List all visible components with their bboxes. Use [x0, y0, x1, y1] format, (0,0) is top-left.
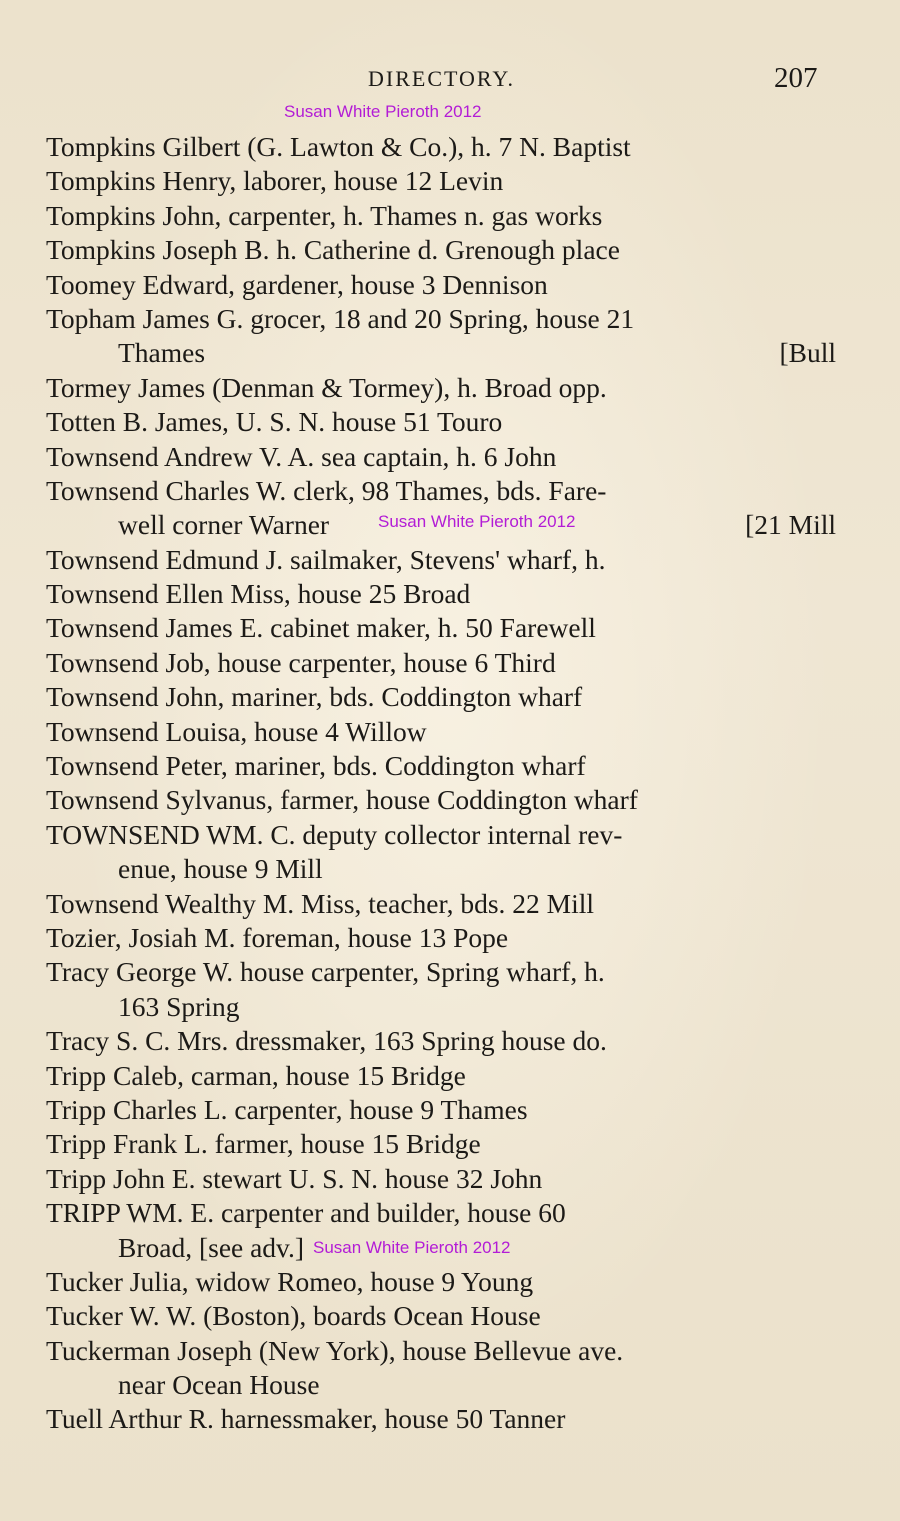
directory-entry: [46, 955, 846, 1024]
entry-line: Tormey James (Denman & Tormey), h. Broad opp.: [46, 371, 607, 403]
entry-line: Townsend Edmund J. sailmaker, Stevens' wharf, h.: [46, 543, 606, 575]
directory-entry: [46, 371, 846, 405]
directory-entry: [46, 1402, 846, 1436]
directory-entry: [46, 1059, 846, 1093]
page-title: DIRECTORY.: [368, 66, 515, 91]
directory-entry: [46, 440, 846, 474]
entry-line: TOWNSEND WM. C. deputy collector internal rev-: [46, 818, 623, 850]
directory-entry: [46, 783, 846, 817]
entry-line: TRIPP WM. E. carpenter and builder, house 60: [46, 1197, 566, 1229]
entry-line: Tompkins Gilbert (G. Lawton & Co.), h. 7 N. Baptist: [46, 131, 631, 162]
entry-text: Thames: [118, 337, 206, 369]
directory-entry: [46, 1334, 846, 1403]
entry-line: Townsend Sylvanus, farmer, house Coddington wharf: [46, 784, 638, 816]
entry-line: Tracy S. C. Mrs. dressmaker, 163 Spring house do.: [46, 1025, 607, 1057]
entry-line: Tucker W. W. (Boston), boards Ocean House: [46, 1300, 541, 1332]
entry-line: Townsend Charles W. clerk, 98 Thames, bds. Fare-: [46, 474, 607, 506]
entry-overflow-fragment: [21 Mill: [745, 509, 836, 541]
directory-entry: [46, 130, 846, 164]
entry-line: Tucker Julia, widow Romeo, house 9 Young: [46, 1265, 534, 1297]
entry-line: Tompkins Joseph B. h. Catherine d. Grenough place: [46, 234, 620, 266]
directory-entry: [46, 302, 846, 371]
entry-continuation-line: [46, 336, 846, 370]
entry-line: Townsend John, mariner, bds. Coddington wharf: [46, 681, 583, 713]
directory-entry: [46, 1024, 846, 1058]
directory-entry: [46, 405, 846, 439]
directory-entry: [46, 1093, 846, 1127]
entry-line: Townsend Louisa, house 4 Willow: [46, 715, 427, 747]
directory-entry: [46, 749, 846, 783]
directory-entry: [46, 164, 846, 198]
entry-text: well corner Warner: [118, 509, 330, 541]
directory-entry: [46, 577, 846, 611]
entry-line: Topham James G. grocer, 18 and 20 Spring, house 21: [46, 302, 635, 334]
entry-line: Tompkins Henry, laborer, house 12 Levin: [46, 165, 504, 197]
directory-entry: [46, 199, 846, 233]
entry-line: Tracy George W. house carpenter, Spring wharf, h.: [46, 956, 605, 988]
directory-entry: [46, 818, 846, 887]
directory-entry: [46, 268, 846, 302]
directory-entry: [46, 715, 846, 749]
directory-entry: [46, 646, 846, 680]
watermark: Susan White Pieroth 2012: [313, 1238, 511, 1257]
entry-overflow-fragment: [Bull: [779, 337, 836, 369]
entry-line: Tripp Charles L. carpenter, house 9 Thames: [46, 1093, 528, 1125]
directory-entry: [46, 1127, 846, 1161]
entry-line: Tripp Caleb, carman, house 15 Bridge: [46, 1059, 466, 1091]
entry-line: Townsend James E. cabinet maker, h. 50 Farewell: [46, 612, 596, 644]
page-header: [0, 62, 900, 102]
directory-entry: [46, 1299, 846, 1333]
entry-line: Townsend Andrew V. A. sea captain, h. 6 John: [46, 440, 557, 472]
directory-entry: [46, 887, 846, 921]
entry-line: Tompkins John, carpenter, h. Thames n. gas works: [46, 199, 603, 231]
directory-entry: [46, 680, 846, 714]
entry-line: Tuell Arthur R. harnessmaker, house 50 Tanner: [46, 1403, 566, 1435]
directory-entry: [46, 474, 846, 543]
entry-line: Totten B. James, U. S. N. house 51 Touro: [46, 406, 503, 438]
entry-line: Toomey Edward, gardener, house 3 Dennison: [46, 268, 548, 300]
entry-continuation-line: near Ocean House: [118, 1369, 320, 1401]
entry-continuation-line: 163 Spring: [118, 990, 240, 1022]
entry-line: Townsend Job, house carpenter, house 6 Third: [46, 646, 556, 678]
entry-line: Tozier, Josiah M. foreman, house 13 Pope: [46, 921, 509, 953]
entry-line: Tripp John E. stewart U. S. N. house 32 John: [46, 1162, 543, 1194]
directory-entry: [46, 921, 846, 955]
entry-line: Townsend Ellen Miss, house 25 Broad: [46, 578, 471, 610]
directory-entry: [46, 233, 846, 267]
watermark: Susan White Pieroth 2012: [284, 102, 482, 121]
entry-line: Tuckerman Joseph (New York), house Bellevue ave.: [46, 1334, 624, 1366]
directory-entry: [46, 611, 846, 645]
directory-entry: [46, 543, 846, 577]
page-number: 207: [774, 62, 818, 94]
entry-continuation-line: enue, house 9 Mill: [118, 853, 323, 885]
directory-entry: [46, 1162, 846, 1196]
entry-continuation-line: Broad, [see adv.]: [118, 1231, 305, 1263]
directory-entry: [46, 1265, 846, 1299]
entry-line: Townsend Wealthy M. Miss, teacher, bds. 22 Mill: [46, 887, 595, 919]
entry-line: Tripp Frank L. farmer, house 15 Bridge: [46, 1128, 481, 1160]
entry-line: Townsend Peter, mariner, bds. Coddington wharf: [46, 750, 586, 782]
watermark: Susan White Pieroth 2012: [378, 512, 576, 531]
